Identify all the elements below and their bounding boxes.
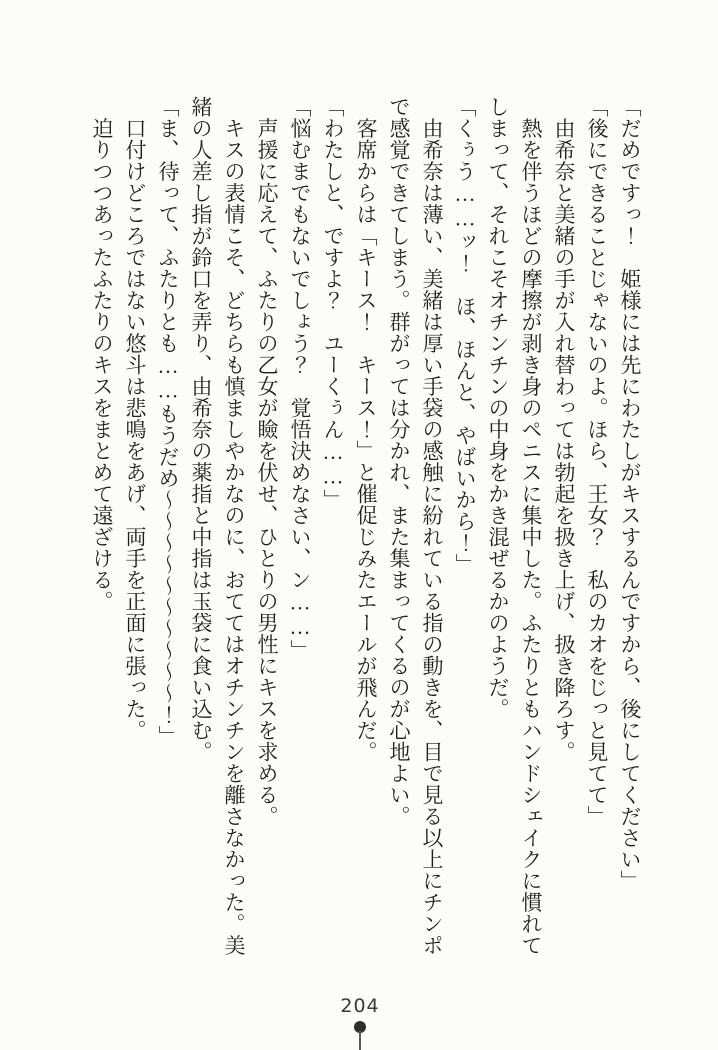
text-line: 「ま、待って、ふたりとも……もうだめ〜〜〜〜〜〜〜〜〜〜！」 [156,96,180,747]
text-line: で感覚できてしまう。群がっては分かれ、また集まってくるのが心地よい。 [387,96,411,827]
page-number: 204 [340,995,380,1017]
text-line: 由希奈は薄い、美緒は厚い手袋の感触に紛れている指の動きを、目で見る以上にチンポ [420,96,444,956]
text-line: 客席からは「キース！ キース！」と催促じみたエールが飛んだ。 [354,96,378,763]
text-line: 迫りつつあったふたりのキスをまとめて遠ざける。 [90,96,114,612]
text-line: 熱を伴うほどの摩擦が剥き身のペニスに集中した。ふたりともハンドシェイクに慣れて [519,96,543,956]
text-line: 緒の人差し指が鈴口を弄り、由希奈の薬指と中指は玉袋に食い込む。 [189,96,213,763]
body-text [85,96,646,1001]
text-line: 由希奈と美緒の手が入れ替わっては勃起を扱き上げ、扱き降ろす。 [552,96,576,763]
text-line: 「後にできることじゃないのよ。ほら、王女？ 私のカオをじっと見てて」 [585,96,609,827]
text-line: 「だめですっ！ 姫様には先にわたしがキスするんですから、後にしてください」 [618,96,642,892]
footer-line-ornament [359,1031,361,1050]
text-line: 声援に応えて、ふたりの乙女が瞼を伏せ、ひとりの男性にキスを求める。 [255,96,279,827]
text-line: 「わたしと、ですよ？ ユーくぅん……」 [321,96,345,511]
text-line: 「悩むまでもないでしょう？ 覚悟決めなさい、ン……」 [288,96,312,661]
text-line: 「くぅう……ッ！ ほ、ほんと、やばいから！」 [453,96,477,575]
text-line: 口付けどころではない悠斗は悲鳴をあげ、両手を正面に張った。 [123,96,147,741]
text-line: キスの表情こそ、どちらも慎ましやかなのに、おててはオチンチンを離さなかった。美 [222,96,246,956]
text-line: しまって、それこそオチンチンの中身をかき混ぜるかのようだ。 [486,96,510,720]
